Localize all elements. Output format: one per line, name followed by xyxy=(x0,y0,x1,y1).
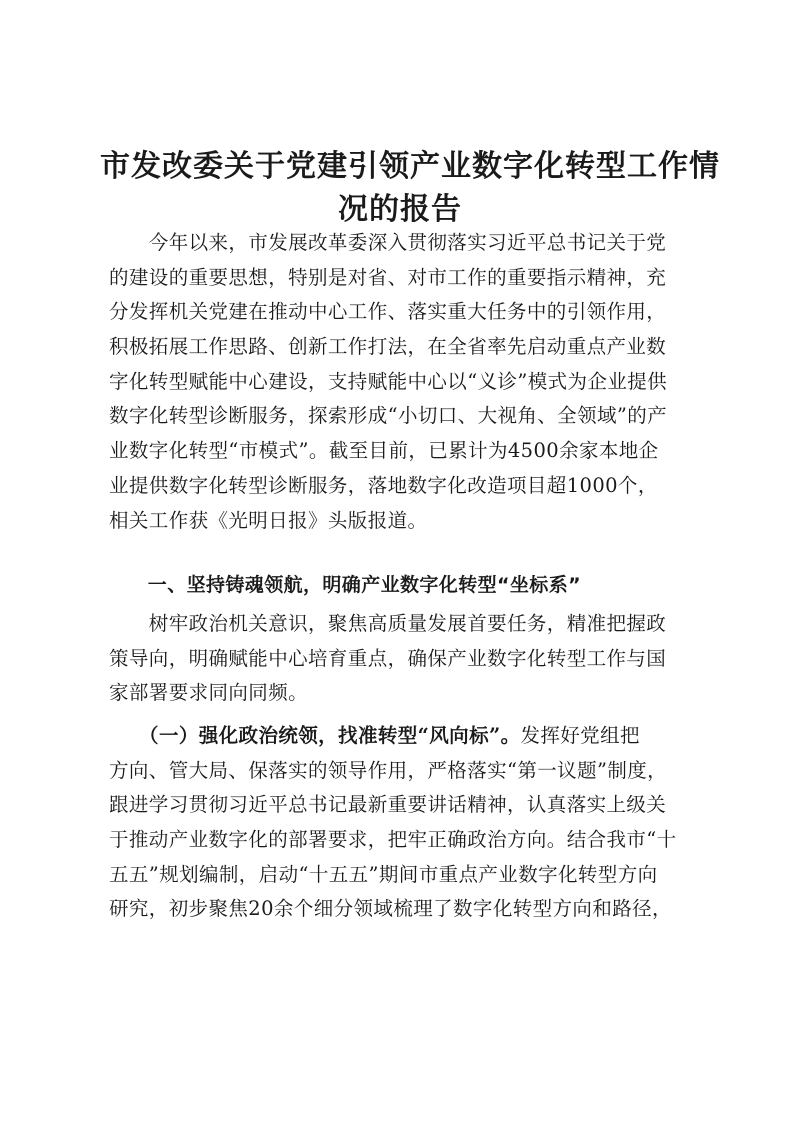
intro-line: 分发挥机关党建在推动中心工作、落实重大任务中的引领作用， xyxy=(109,300,667,324)
intro-line: 相关工作获《光明日报》头版报道。 xyxy=(109,508,428,532)
subsection-1-paragraph xyxy=(109,719,699,927)
intro-line: 数字化转型诊断服务，探索形成“小切口、大视角、全领域”的产 xyxy=(109,404,668,428)
subsection-1-lead: （一）强化政治统领，找准转型“风向标”。 xyxy=(109,724,521,747)
section-1-intro-paragraph xyxy=(109,607,699,711)
intro-line: 今年以来，市发展改革委深入贯彻落实习近平总书记关于党 xyxy=(109,231,667,254)
subsection-1-line: 研究，初步聚焦20余个细分领域梳理了数字化转型方向和路径， xyxy=(109,897,672,921)
document-title-line-1: 市发改委关于党建引领产业数字化转型工作情 xyxy=(100,149,720,184)
section-heading-text: 一、坚持铸魂领航，明确产业数字化转型“坐标系” xyxy=(109,574,581,596)
intro-line: 积极拓展工作思路、创新工作打法，在全省率先启动重点产业数 xyxy=(109,335,667,359)
subsection-1-line: 跟进学习贯彻习近平总书记最新重要讲话精神，认真落实上级关 xyxy=(109,793,667,817)
section-1-intro-line: 树牢政治机关意识，聚焦高质量发展首要任务，精准把握政 xyxy=(109,612,667,635)
intro-line: 字化转型赋能中心建设，支持赋能中心以“义诊”模式为企业提供 xyxy=(109,369,668,393)
intro-line: 业数字化转型“市模式”。截至目前，已累计为4500余家本地企 xyxy=(109,439,659,463)
subsection-1-first-line xyxy=(109,719,699,754)
subsection-1-first-line-rest: 发挥好党组把 xyxy=(520,724,640,747)
intro-paragraph xyxy=(109,226,699,538)
section-heading-1 xyxy=(109,568,699,603)
intro-line: 的建设的重要思想，特别是对省、对市工作的重要指示精神，充 xyxy=(109,265,667,289)
intro-line: 业提供数字化转型诊断服务，落地数字化改造项目超1000个， xyxy=(109,473,658,497)
subsection-1-line: 五五”规划编制，启动“十五五”期间市重点产业数字化转型方向 xyxy=(109,862,658,886)
section-1-intro-line: 家部署要求同向同频。 xyxy=(109,681,309,705)
subsection-1-line: 于推动产业数字化的部署要求，把牢正确政治方向。结合我市“十 xyxy=(109,828,677,852)
section-1-intro-line: 策导向，明确赋能中心培育重点，确保产业数字化转型工作与国 xyxy=(109,646,667,670)
subsection-1-line: 方向、管大局、保落实的领导作用，严格落实“第一议题”制度， xyxy=(109,758,668,782)
document-title-line-2: 况的报告 xyxy=(338,192,462,227)
